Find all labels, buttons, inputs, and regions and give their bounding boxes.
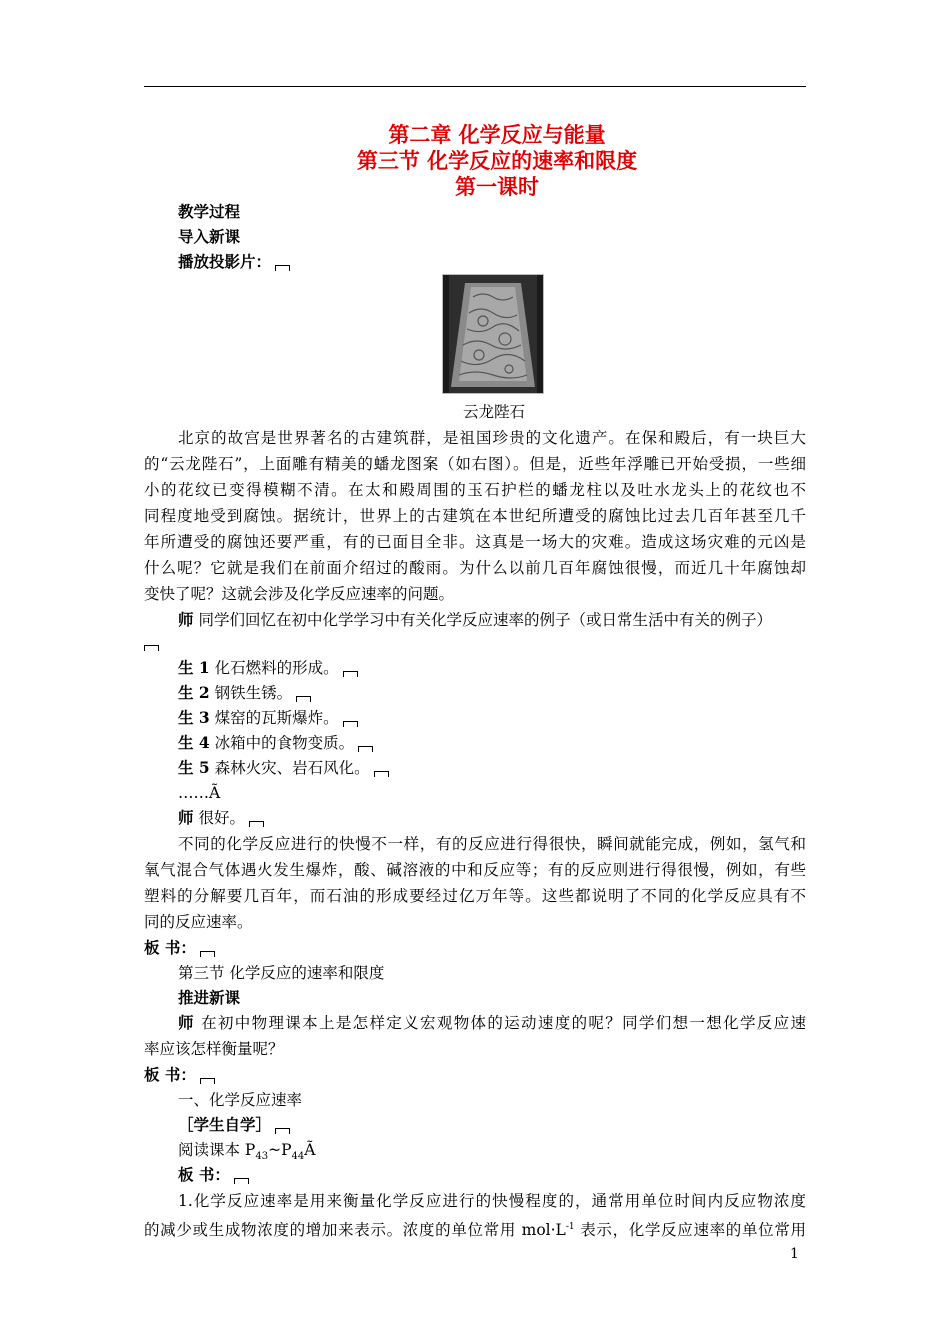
para1-line: 同程度地受到腐蚀。据统计，世界上的古建筑在本世纪所遭受的腐蚀比过去几百年甚至几千 <box>144 507 806 525</box>
section-heading: 一、化学反应速率 <box>178 1091 303 1109</box>
para1-line: 的“云龙陛石”，上面雕有精美的蟠龙图案（如右图）。但是，近些年浮雕已开始受损，一些细 <box>144 455 806 473</box>
page-sub: 44 <box>291 1151 305 1163</box>
mark-icon <box>249 821 264 827</box>
mark-icon <box>234 1178 249 1184</box>
header-rule <box>144 86 806 87</box>
image-caption: 云龙陛石 <box>462 403 525 421</box>
reply-text: 很好。 <box>193 809 245 827</box>
answer-text: 化石燃料的形成。 <box>209 659 339 677</box>
definition-line <box>144 1215 806 1242</box>
mark-icon <box>296 696 311 702</box>
para1-line: 年所遭受的腐蚀还要严重，有的已面目全非。这真是一场大的灾难。造成这场灾难的元凶是 <box>144 533 806 551</box>
answer-text: 冰箱中的食物变质。 <box>209 734 355 752</box>
question-line: 率应该怎样衡量呢？ <box>144 1040 284 1058</box>
heading-intro: 导入新课 <box>178 227 241 246</box>
board-note <box>178 1163 806 1187</box>
definition-text: 表示，化学反应速率的单位常用 <box>574 1221 806 1240</box>
reading-text: 阅读课本 P <box>178 1141 256 1159</box>
board-label: 板 书： <box>144 938 196 957</box>
para1-line: 小的花纹已变得模糊不清。在太和殿周围的玉石护栏的蟠龙柱以及吐水龙头上的花纹也不 <box>144 481 806 499</box>
board-label: 板 书： <box>178 1165 230 1184</box>
reading-text: ~P <box>268 1141 292 1159</box>
mark-icon <box>343 721 358 727</box>
mark-line <box>144 630 806 654</box>
mark-icon <box>374 771 389 777</box>
page-number: 1 <box>790 1246 799 1262</box>
unit-superscript: -1 <box>565 1222 575 1232</box>
heading-projection <box>178 250 806 274</box>
question-text: 在初中物理课本上是怎样定义宏观物体的运动速度 <box>194 1014 572 1032</box>
heading-advance: 推进新课 <box>178 988 241 1007</box>
para1-line: 北京的故宫是世界著名的古建筑群，是祖国珍贵的文化遗产。在保和殿后，有一块巨大 <box>178 429 806 447</box>
mark-icon <box>200 1078 215 1084</box>
student-answer <box>178 681 806 705</box>
teacher-reply <box>178 806 806 830</box>
speaker-student: 生 4 <box>178 733 210 752</box>
student-answer <box>178 756 806 780</box>
speaker-student: 生 5 <box>178 758 210 777</box>
board-label: 板 书： <box>144 1065 196 1084</box>
student-answer <box>178 706 806 730</box>
mark-icon <box>275 1128 290 1134</box>
teacher-question <box>178 1011 806 1035</box>
student-answer <box>178 731 806 755</box>
speaker-teacher: 师 <box>178 808 194 827</box>
self-study <box>178 1113 806 1137</box>
speaker-teacher: 师 <box>178 610 194 629</box>
para2-line: 氧气混合气体遇火发生爆炸，酸、碱溶液的中和反应等；有的反应则进行得很慢，例如，有些 <box>144 861 806 879</box>
para2-line: 同的反应速率。 <box>144 913 253 931</box>
reading-text: Ã <box>304 1141 316 1159</box>
heading-process: 教学过程 <box>178 202 241 221</box>
board-note <box>144 1063 806 1087</box>
answer-text: 煤窑的瓦斯爆炸。 <box>209 709 339 727</box>
student-answer <box>178 656 806 680</box>
answer-text: 钢铁生锈。 <box>209 684 293 702</box>
mark-icon <box>144 645 159 651</box>
answer-text: 森林火灾、岩石风化。 <box>209 759 370 777</box>
teacher-question <box>178 608 806 632</box>
ellipsis-line: ……Ã <box>178 784 221 802</box>
para2-line: 不同的化学反应进行的快慢不一样，有的反应进行得很快，瞬间就能完成，例如，氢气和 <box>178 835 806 853</box>
para1-line: 变快了呢？这就会涉及化学反应速率的问题。 <box>144 585 455 603</box>
speaker-student: 生 1 <box>178 658 210 677</box>
mark-icon <box>343 671 358 677</box>
section-title: 第三节 化学反应的速率和限度 <box>356 148 638 173</box>
chapter-title: 第二章 化学反应与能量 <box>388 122 606 147</box>
mark-icon <box>358 746 373 752</box>
para2-line: 塑料的分解要几百年，而石油的形成要经过亿万年等。这些都说明了不同的化学反应具有不 <box>144 887 806 905</box>
para1-line: 什么呢？它就是我们在前面介绍过的酸雨。为什么以前几百年腐蚀很慢，而近几十年腐蚀却 <box>144 559 806 577</box>
speaker-teacher: 师 <box>178 1013 195 1032</box>
board-note <box>144 936 806 960</box>
mark-icon <box>200 951 215 957</box>
lesson-title: 第一课时 <box>455 174 539 199</box>
board-section: 第三节 化学反应的速率和限度 <box>178 964 385 982</box>
page-sub: 43 <box>255 1151 269 1163</box>
speaker-student: 生 2 <box>178 683 210 702</box>
question-text: 同学们回忆在初中化学学习中有关化学反应速率的例子（或日常生活中有关的例子） <box>193 611 772 629</box>
speaker-student: 生 3 <box>178 708 210 727</box>
question-text: 的呢？同学们想一想化学反应速 <box>571 1014 806 1032</box>
self-study-label: ［学生自学］ <box>178 1115 272 1134</box>
mark-icon <box>275 265 290 271</box>
stone-carving-image <box>442 274 544 394</box>
projection-label: 播放投影片： <box>178 252 272 271</box>
definition-text: 的减少或生成物浓度的增加来表示。浓度的单位常用 mol·L <box>144 1221 566 1240</box>
definition-line: 1.化学反应速率是用来衡量化学反应进行的快慢程度的，通常用单位时间内反应物浓度 <box>178 1192 806 1210</box>
